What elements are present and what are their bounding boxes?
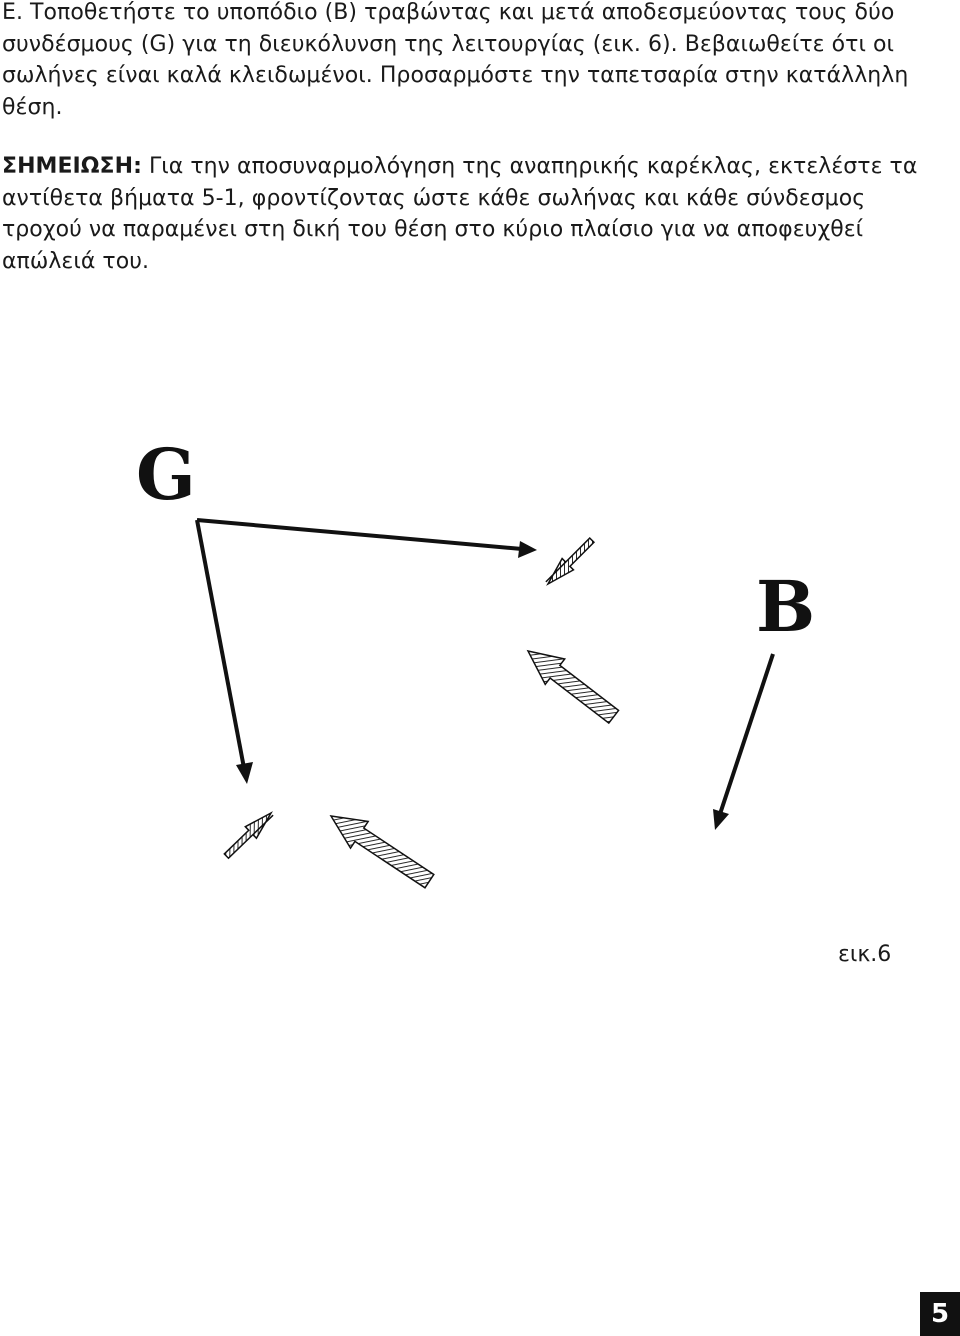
page-number: 5 <box>930 1299 950 1329</box>
page-number-badge <box>920 1292 960 1336</box>
b-arrow-down-left <box>713 654 773 830</box>
g-arrow-right <box>197 520 537 558</box>
step-e-paragraph: Ε. Τοποθετήστε το υποπόδιο (B) τραβώντας και μετά αποδεσμεύοντας τους δύο συνδέσμους (G) για τη διευκόλυνση της λειτουργίας (εικ. 6). Βεβαιωθείτε ότι οι σωλήνες είναι καλά κλειδωμένοι. Προσαρμόστε την ταπετσαρία στην κατάλληλη θέση. <box>2 0 909 120</box>
g-arrow-down <box>197 520 253 784</box>
small-hatched-arrow-lower <box>221 807 277 862</box>
note-label: ΣΗΜΕΙΩΣΗ: <box>2 154 142 179</box>
label-g: G <box>136 433 196 516</box>
large-hatched-arrow-lower <box>322 803 438 895</box>
small-hatched-arrow-upper <box>542 535 597 590</box>
figure-caption: εικ.6 <box>838 942 892 967</box>
note-text: Για την αποσυναρμολόγηση της αναπηρικής καρέκλας, εκτελέστε τα αντίθετα βήματα 5-1, φροντίζοντας ώστε κάθε σωλήνας και κάθε σύνδεσμος τροχού να παραμένει στη δική του θέση στο κύριο πλαίσιο για να αποφευχθεί απώλειά του. <box>2 154 918 274</box>
label-b: B <box>756 565 816 648</box>
large-hatched-arrow-upper <box>518 638 623 729</box>
